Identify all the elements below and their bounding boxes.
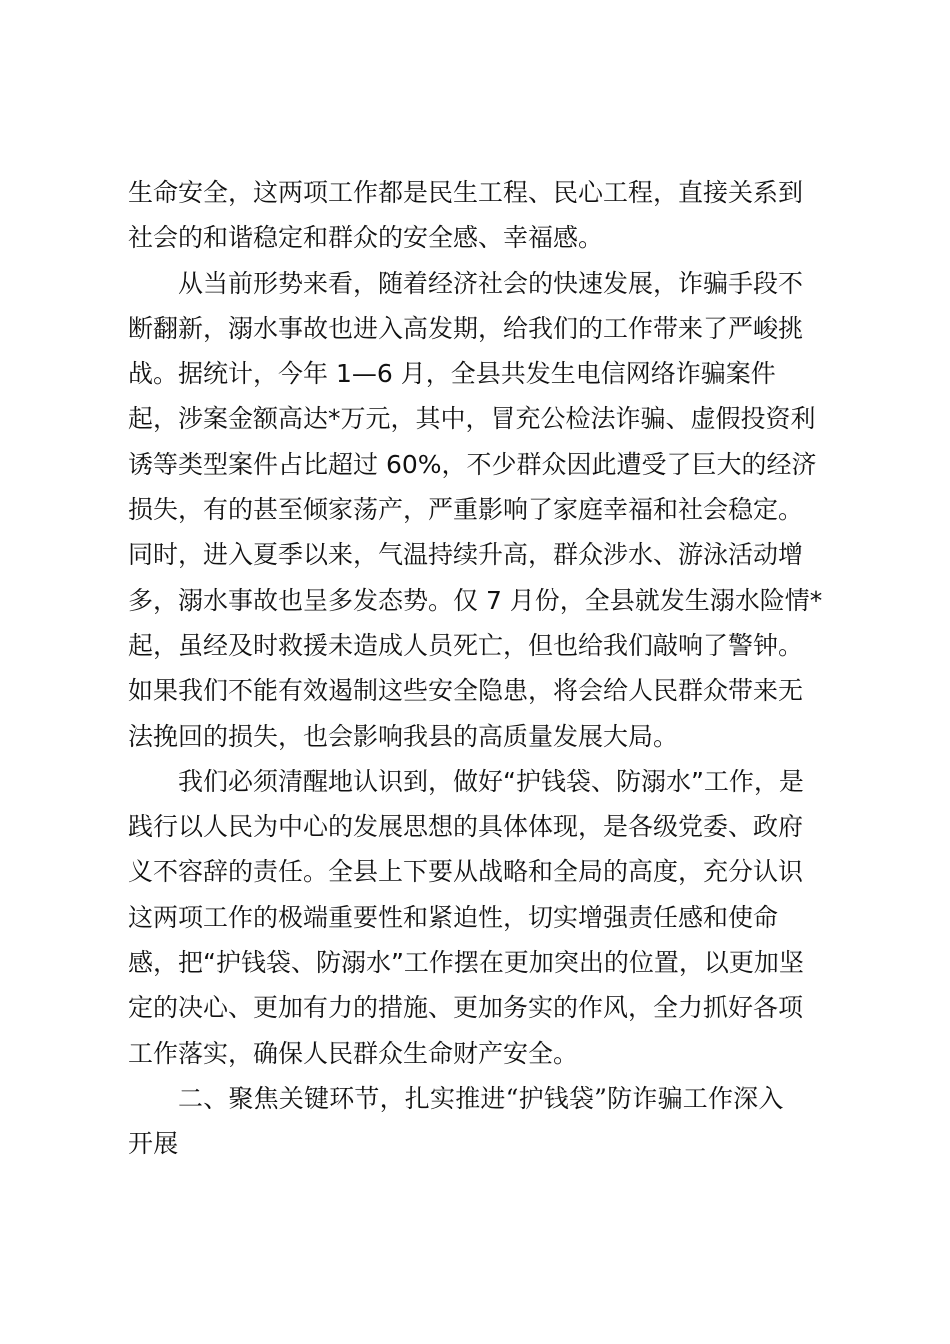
text-line: 同时，进入夏季以来，气温持续升高，群众涉水、游泳活动增 bbox=[128, 540, 804, 570]
text-line: 诱等类型案件占比超过 60%，不少群众因此遭受了巨大的经济 bbox=[128, 449, 817, 479]
text-line: 损失，有的甚至倾家荡产，严重影响了家庭幸福和社会稳定。 bbox=[128, 495, 804, 525]
text-line: 法挽回的损失，也会影响我县的高质量发展大局。 bbox=[128, 721, 679, 751]
text-line: 工作落实，确保人民群众生命财产安全。 bbox=[128, 1038, 579, 1068]
text-line: 践行以人民为中心的发展思想的具体体现，是各级党委、政府 bbox=[128, 812, 804, 842]
text-line: 生命安全，这两项工作都是民生工程、民心工程，直接关系到 bbox=[128, 178, 804, 207]
text-line: 感，把“护钱袋、防溺水”工作摆在更加突出的位置，以更加坚 bbox=[128, 948, 804, 978]
paragraph-first-line: 从当前形势来看，随着经济社会的快速发展，诈骗手段不 bbox=[178, 268, 804, 298]
text-line: 这两项工作的极端重要性和紧迫性，切实增强责任感和使命 bbox=[128, 902, 779, 932]
text-line: 定的决心、更加有力的措施、更加务实的作风，全力抓好各项 bbox=[128, 993, 804, 1023]
text-line: 社会的和谐稳定和群众的安全感、幸福感。 bbox=[128, 223, 604, 253]
text-line: 义不容辞的责任。全县上下要从战略和全局的高度，充分认识 bbox=[128, 857, 804, 887]
text-line: 起，虽经及时救援未造成人员死亡，但也给我们敲响了警钟。 bbox=[128, 630, 804, 660]
text-line: 断翻新，溺水事故也进入高发期，给我们的工作带来了严峻挑 bbox=[128, 313, 804, 343]
section-heading: 二、聚焦关键环节，扎实推进“护钱袋”防诈骗工作深入 bbox=[178, 1083, 784, 1113]
section-heading-continuation: 开展 bbox=[128, 1129, 179, 1159]
text-line: 多，溺水事故也呈多发态势。仅 7 月份，全县就发生溺水险情* bbox=[128, 585, 823, 615]
text-line: 起，涉案金额高达*万元，其中，冒充公检法诈骗、虚假投资利 bbox=[128, 404, 816, 434]
text-line: 如果我们不能有效遏制这些安全隐患，将会给人民群众带来无 bbox=[128, 676, 804, 706]
paragraph-first-line: 我们必须清醒地认识到，做好“护钱袋、防溺水”工作，是 bbox=[178, 766, 804, 796]
text-line: 战。据统计，今年 1—6 月，全县共发生电信网络诈骗案件 bbox=[128, 359, 776, 389]
body-text bbox=[128, 170, 828, 1167]
